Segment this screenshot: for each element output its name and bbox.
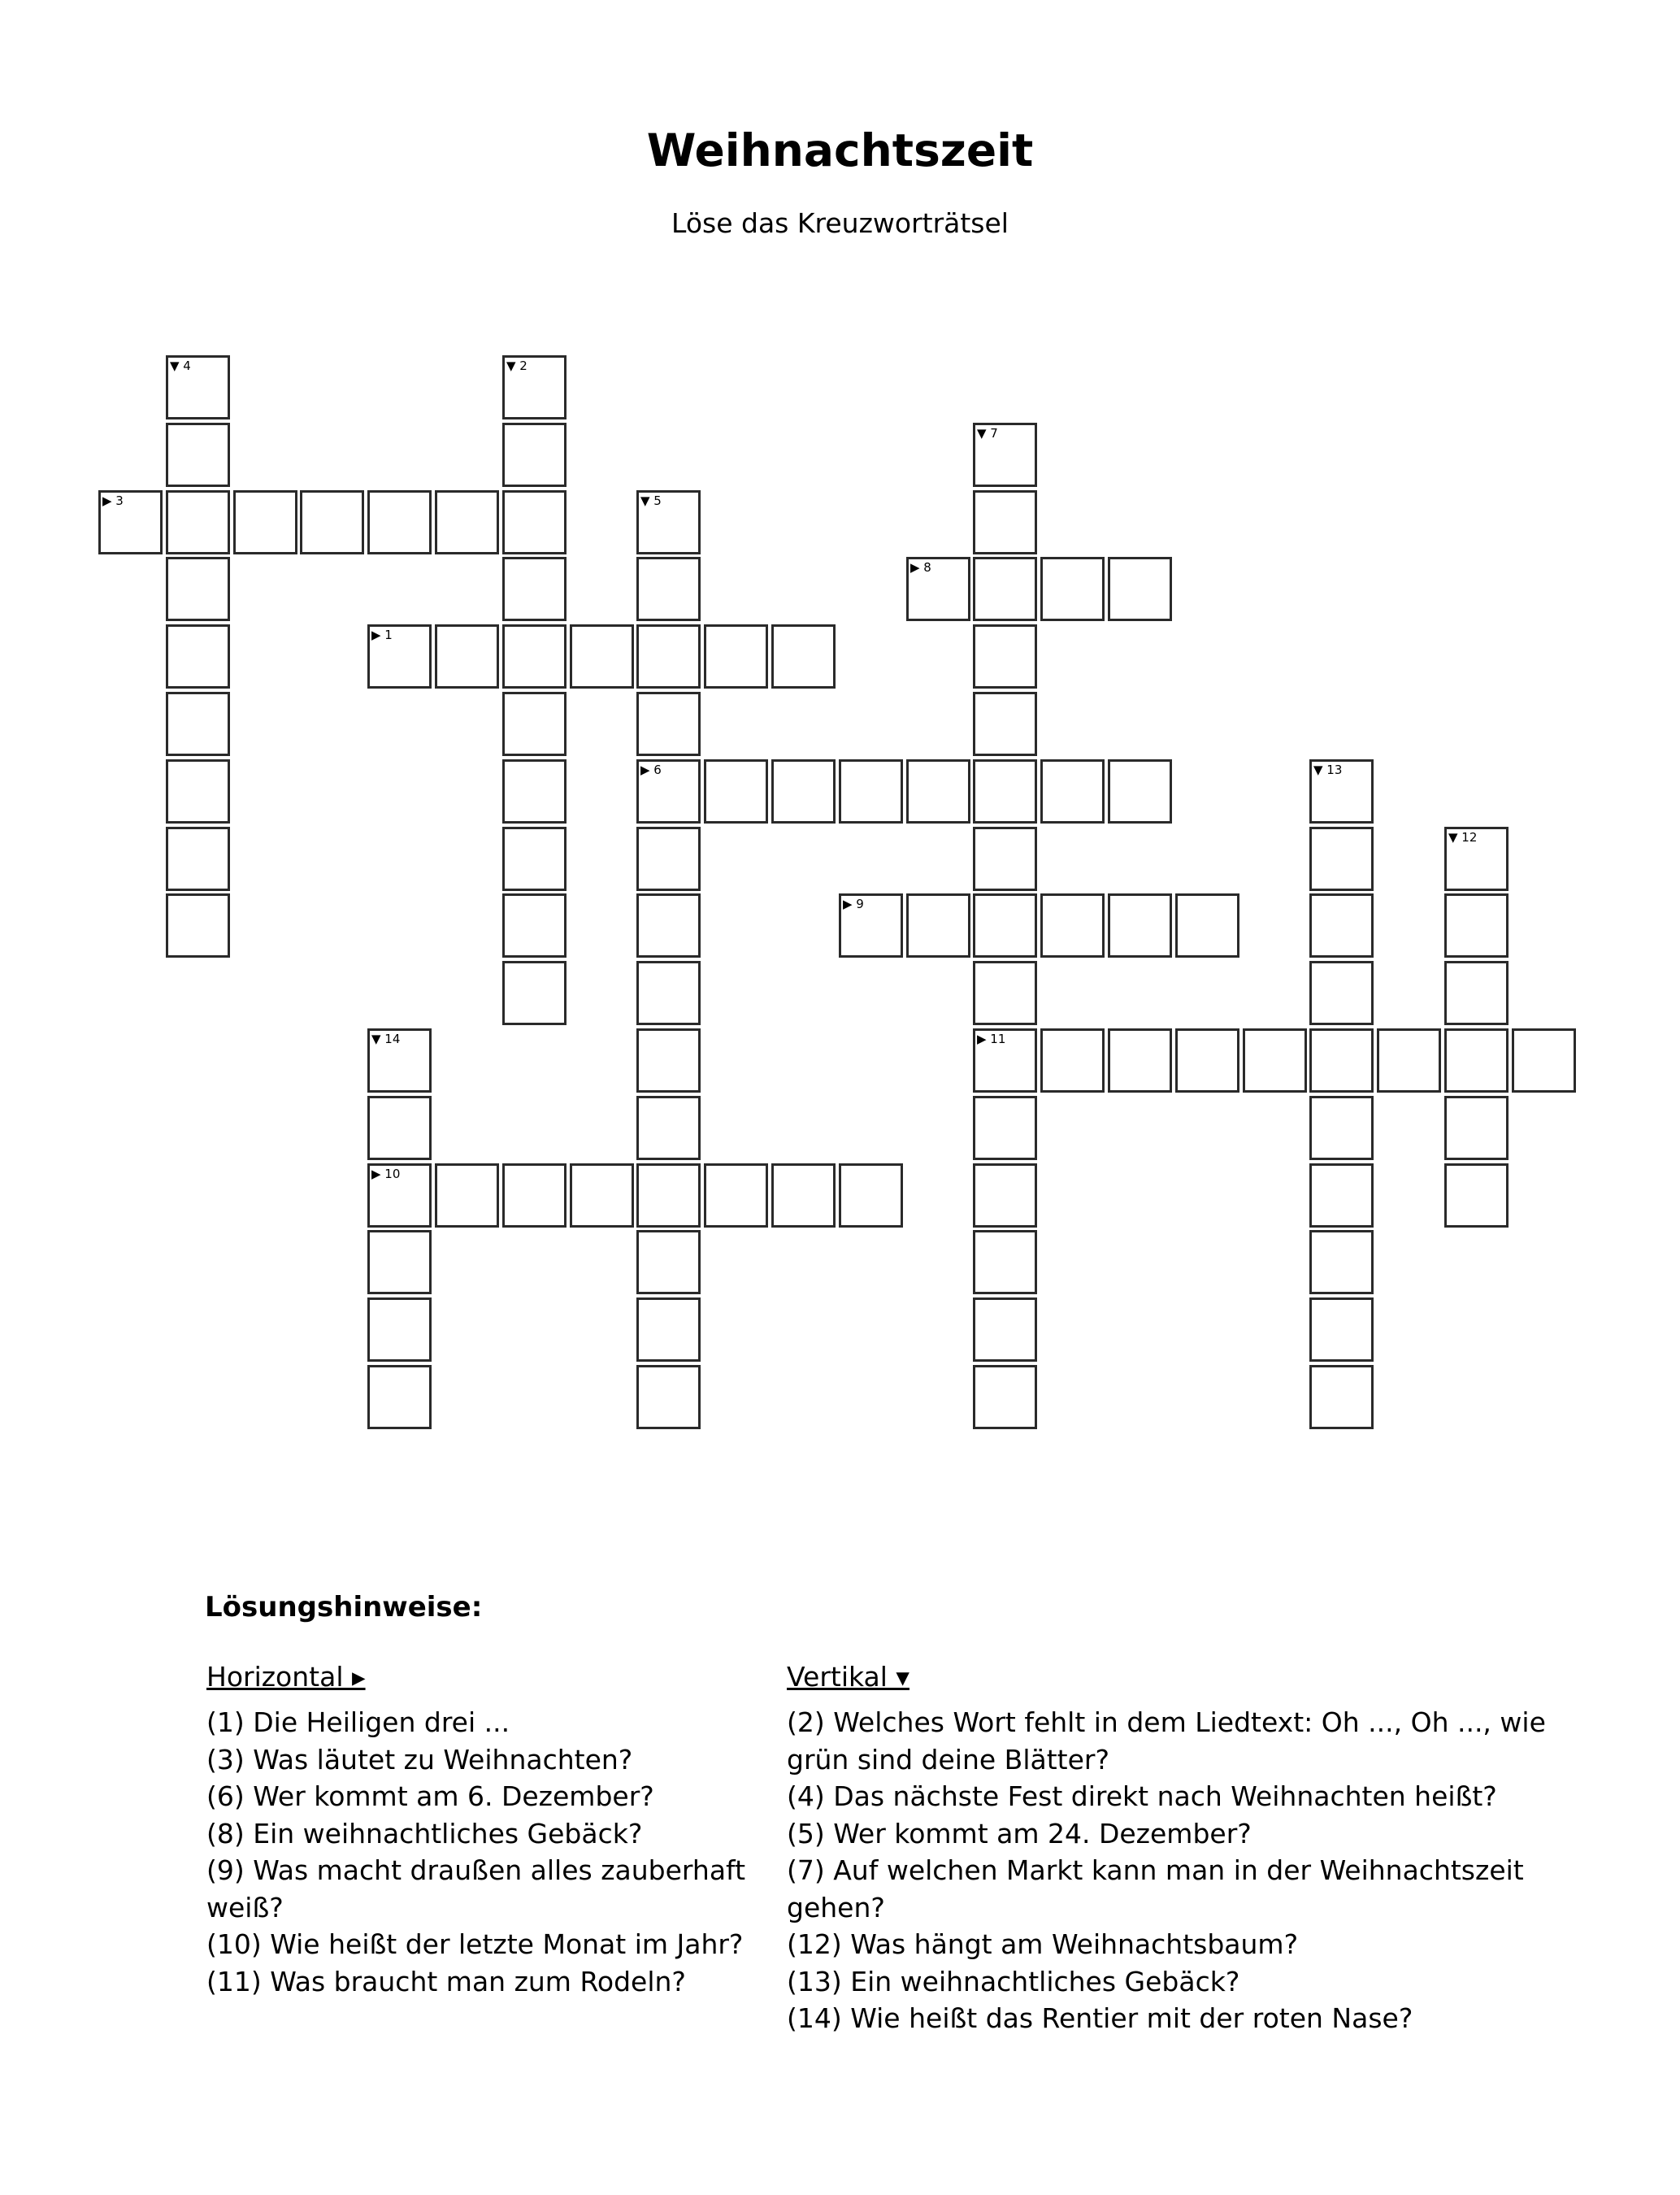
clue-number-label: ▶ 1 [371,628,393,642]
clue-down-13: (13) Ein weihnachtliches Gebäck? [787,1965,1240,1997]
grid-cell-start-3[interactable] [98,490,163,554]
grid-cell[interactable] [1040,893,1105,958]
grid-cell[interactable] [973,1297,1037,1362]
grid-cell[interactable] [435,490,499,554]
grid-cell[interactable] [973,692,1037,756]
clue-down-12: (12) Was hängt am Weihnachtsbaum? [787,1928,1299,1960]
grid-cell[interactable] [1444,1163,1509,1228]
grid-cell[interactable] [435,624,499,689]
clue-down-5: (5) Wer kommt am 24. Dezember? [787,1817,1252,1849]
clue-number-label: ▼ 4 [170,359,191,373]
grid-cell[interactable] [704,1163,768,1228]
grid-cell[interactable] [771,759,836,824]
grid-cell[interactable] [771,624,836,689]
grid-cell-start-12[interactable] [1444,827,1509,891]
grid-cell[interactable] [166,827,230,891]
grid-cell[interactable] [300,490,364,554]
clue-number-label: ▼ 14 [371,1032,401,1046]
grid-cell[interactable] [367,1297,432,1362]
grid-cell[interactable] [502,759,567,824]
clue-number-label: ▶ 11 [977,1032,1006,1046]
grid-cell[interactable] [636,1297,701,1362]
grid-cell[interactable] [1309,1096,1374,1160]
grid-cell[interactable] [1444,1096,1509,1160]
grid-cell[interactable] [839,1163,903,1228]
clue-across-6: (6) Wer kommt am 6. Dezember? [206,1780,654,1812]
grid-cell[interactable] [1175,1028,1239,1093]
grid-cell[interactable] [502,692,567,756]
grid-cell[interactable] [636,1163,701,1228]
grid-cell[interactable] [973,490,1037,554]
grid-cell-start-13[interactable] [1309,759,1374,824]
clue-number-label: ▶ 10 [371,1167,401,1181]
horizontal-clues-column [206,1658,775,2000]
grid-cell[interactable] [166,490,230,554]
grid-cell-start-2[interactable] [502,355,567,419]
clue-down-7: (7) Auf welchen Markt kann man in der Weihnachtszeit gehen? [787,1854,1524,1923]
grid-cell-start-14[interactable] [367,1028,432,1093]
grid-cell-start-6[interactable] [636,759,701,824]
vertical-clues-title: Vertikal ▾ [787,1661,909,1693]
clue-number-label: ▼ 13 [1313,763,1343,777]
grid-cell[interactable] [1444,1028,1509,1093]
grid-cell[interactable] [1040,759,1105,824]
clue-number-label: ▼ 5 [640,493,662,508]
page-title: Weihnachtszeit [646,124,1034,176]
grid-cell-start-9[interactable] [839,893,903,958]
grid-cell[interactable] [973,827,1037,891]
grid-cell[interactable] [636,827,701,891]
grid-cell-start-8[interactable] [906,557,970,621]
grid-cell[interactable] [367,1230,432,1294]
grid-cell[interactable] [1377,1028,1441,1093]
grid-cell[interactable] [367,1365,432,1429]
clue-number-label: ▶ 3 [102,493,124,508]
grid-cell[interactable] [233,490,297,554]
grid-cell-start-10[interactable] [367,1163,432,1228]
grid-cell[interactable] [1243,1028,1307,1093]
grid-cell-start-7[interactable] [973,423,1037,487]
grid-cell[interactable] [1309,893,1374,958]
grid-cell[interactable] [1309,1028,1374,1093]
page-subtitle: Löse das Kreuzworträtsel [671,207,1009,239]
clue-down-2: (2) Welches Wort fehlt in dem Liedtext: Oh ..., Oh ..., wie grün sind deine Blätter? [787,1706,1546,1776]
grid-cell[interactable] [636,1028,701,1093]
grid-cell[interactable] [973,961,1037,1025]
grid-cell[interactable] [771,1163,836,1228]
grid-cell[interactable] [1309,1163,1374,1228]
grid-cell[interactable] [166,893,230,958]
hints-heading: Lösungshinweise: [205,1591,483,1623]
grid-cell[interactable] [502,557,567,621]
grid-cell[interactable] [570,1163,634,1228]
vertical-clues-column [787,1658,1567,2037]
grid-cell[interactable] [839,759,903,824]
grid-cell[interactable] [636,624,701,689]
grid-cell[interactable] [502,893,567,958]
grid-cell[interactable] [1309,1365,1374,1429]
grid-cell[interactable] [166,759,230,824]
grid-cell[interactable] [1309,827,1374,891]
grid-cell[interactable] [636,961,701,1025]
grid-cell[interactable] [1309,1230,1374,1294]
grid-cell[interactable] [973,557,1037,621]
grid-cell[interactable] [1512,1028,1576,1093]
grid-cell[interactable] [906,759,970,824]
grid-cell[interactable] [1444,961,1509,1025]
grid-cell[interactable] [435,1163,499,1228]
clue-across-11: (11) Was braucht man zum Rodeln? [206,1965,686,1997]
clue-across-10: (10) Wie heißt der letzte Monat im Jahr? [206,1928,744,1960]
horizontal-clues-title: Horizontal ▸ [206,1661,366,1693]
clue-across-3: (3) Was läutet zu Weihnachten? [206,1743,633,1776]
grid-cell[interactable] [636,692,701,756]
grid-cell[interactable] [1108,557,1172,621]
grid-cell[interactable] [973,759,1037,824]
grid-cell[interactable] [502,827,567,891]
grid-cell[interactable] [636,1230,701,1294]
clue-down-14: (14) Wie heißt das Rentier mit der roten Nase? [787,2002,1413,2034]
grid-cell[interactable] [502,624,567,689]
grid-cell[interactable] [1108,1028,1172,1093]
clue-number-label: ▼ 2 [506,359,527,373]
grid-cell[interactable] [973,1230,1037,1294]
grid-cell[interactable] [502,961,567,1025]
grid-cell[interactable] [1040,557,1105,621]
grid-cell[interactable] [636,1365,701,1429]
clue-number-label: ▶ 9 [843,897,864,911]
grid-cell[interactable] [704,759,768,824]
grid-cell[interactable] [502,490,567,554]
clue-across-1: (1) Die Heiligen drei ... [206,1706,510,1738]
grid-cell[interactable] [1309,961,1374,1025]
grid-cell[interactable] [973,624,1037,689]
grid-cell[interactable] [906,893,970,958]
grid-cell-start-4[interactable] [166,355,230,419]
clue-number-label: ▼ 7 [977,426,998,441]
grid-cell[interactable] [367,490,432,554]
grid-cell[interactable] [1040,1028,1105,1093]
clue-across-9: (9) Was macht draußen alles zauberhaft weiß? [206,1854,746,1923]
grid-cell[interactable] [1175,893,1239,958]
clue-number-label: ▶ 6 [640,763,662,777]
grid-cell[interactable] [570,624,634,689]
grid-cell[interactable] [1444,893,1509,958]
grid-cell[interactable] [636,557,701,621]
grid-cell[interactable] [1108,759,1172,824]
grid-cell[interactable] [166,557,230,621]
grid-cell[interactable] [502,423,567,487]
grid-cell-start-1[interactable] [367,624,432,689]
clue-number-label: ▼ 12 [1448,830,1478,845]
grid-cell[interactable] [704,624,768,689]
grid-cell[interactable] [1108,893,1172,958]
grid-cell[interactable] [166,624,230,689]
grid-cell-start-5[interactable] [636,490,701,554]
clue-across-8: (8) Ein weihnachtliches Gebäck? [206,1817,643,1849]
grid-cell[interactable] [502,1163,567,1228]
grid-cell[interactable] [973,1365,1037,1429]
clue-number-label: ▶ 8 [910,560,931,575]
grid-cell[interactable] [166,692,230,756]
grid-cell[interactable] [166,423,230,487]
grid-cell[interactable] [973,893,1037,958]
grid-cell[interactable] [367,1096,432,1160]
grid-cell[interactable] [1309,1297,1374,1362]
clue-down-4: (4) Das nächste Fest direkt nach Weihnachten heißt? [787,1780,1497,1812]
grid-cell[interactable] [636,1096,701,1160]
grid-cell-start-11[interactable] [973,1028,1037,1093]
grid-cell[interactable] [973,1163,1037,1228]
grid-cell[interactable] [636,893,701,958]
grid-cell[interactable] [973,1096,1037,1160]
